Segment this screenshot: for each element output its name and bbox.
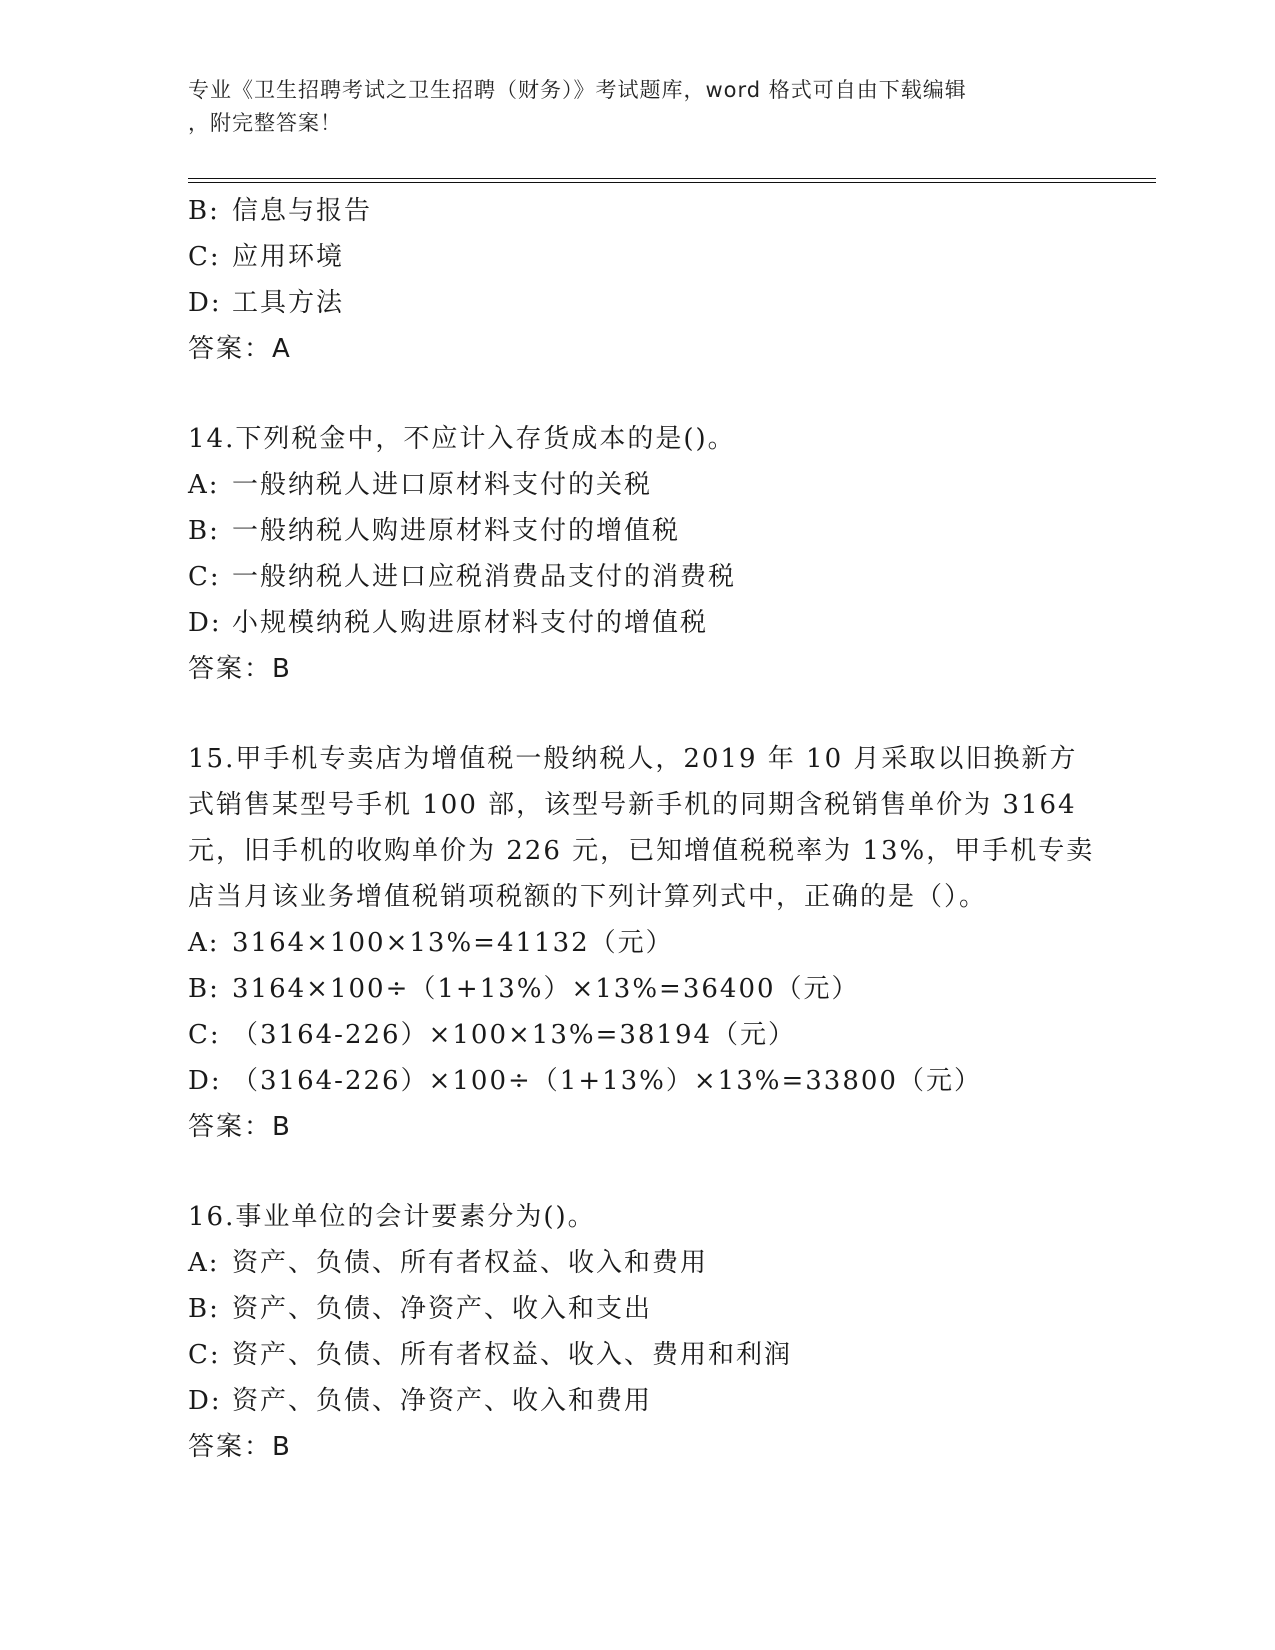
question-stem-line-1: 15.甲手机专卖店为增值税一般纳税人，2019 年 10 月采取以旧换新方 [188,744,1078,774]
option-letter: B: [188,516,220,546]
answer-line: 答案：A [188,334,292,364]
question-stem: 16.事业单位的会计要素分为()。 [188,1202,596,1232]
option-letter: B: [188,1294,220,1324]
option-a [188,920,1088,966]
option-text: 一般纳税人购进原材料支付的增值税 [232,516,681,546]
option-b [188,966,1088,1012]
question-15 [188,736,1095,1150]
option-letter: A: [188,1248,220,1278]
question-stem: 14.下列税金中，不应计入存货成本的是()。 [188,424,736,454]
question-stem-line-4: 店当月该业务增值税销项税额的下列计算列式中，正确的是（）。 [188,882,988,912]
header-line-2: ，附完整答案！ [188,111,342,135]
option-letter: D: [188,1386,222,1416]
header-line-1: 专业《卫生招聘考试之卫生招聘（财务）》考试题库，word 格式可自由下载编辑 [188,78,967,102]
option-b [188,1286,1088,1332]
option-text: 3164×100×13%=41132（元） [232,928,674,958]
option-letter: D: [188,1066,222,1096]
option-d [188,1378,1088,1424]
option-letter: B: [188,974,220,1004]
question-13 [188,188,1088,372]
option-letter: C: [188,1020,221,1050]
question-14 [188,416,1088,692]
option-text: 一般纳税人进口原材料支付的关税 [232,470,653,500]
option-a [188,1240,1088,1286]
option-letter: D: [188,608,222,638]
answer-line: 答案：B [188,1432,292,1462]
option-d [188,600,1088,646]
option-text: 信息与报告 [232,196,373,226]
option-letter: C: [188,242,221,272]
header-divider [188,178,1156,183]
option-letter: C: [188,1340,221,1370]
option-text: （3164-226）×100×13%=38194（元） [232,1020,797,1050]
spacer [188,692,1088,736]
document-header [188,74,1088,140]
option-text: 资产、负债、净资产、收入和支出 [232,1294,653,1324]
option-letter: A: [188,928,220,958]
option-d [188,280,1088,326]
option-text: 资产、负债、所有者权益、收入和费用 [232,1248,709,1278]
option-a [188,462,1088,508]
option-b [188,508,1088,554]
question-stem-line-3: 元，旧手机的收购单价为 226 元，已知增值税税率为 13%，甲手机专卖 [188,836,1095,866]
spacer [188,1150,1088,1194]
option-letter: D: [188,288,222,318]
option-b [188,188,1088,234]
option-c [188,1332,1088,1378]
option-c [188,554,1088,600]
option-c [188,1012,1088,1058]
answer-line: 答案：B [188,1112,292,1142]
option-d [188,1058,1088,1104]
option-letter: B: [188,196,220,226]
option-text: 3164×100÷（1+13%）×13%=36400（元） [232,974,860,1004]
option-text: （3164-226）×100÷（1+13%）×13%=33800（元） [232,1066,982,1096]
question-content [188,188,1095,1470]
option-text: 资产、负债、所有者权益、收入、费用和利润 [232,1340,793,1370]
option-text: 工具方法 [232,288,345,318]
option-text: 资产、负债、净资产、收入和费用 [232,1386,653,1416]
option-c [188,234,1088,280]
option-letter: A: [188,470,220,500]
answer-line: 答案：B [188,654,292,684]
option-text: 小规模纳税人购进原材料支付的增值税 [232,608,709,638]
option-text: 一般纳税人进口应税消费品支付的消费税 [232,562,737,592]
option-letter: C: [188,562,221,592]
question-16 [188,1194,1088,1470]
option-text: 应用环境 [232,242,345,272]
question-stem-line-2: 式销售某型号手机 100 部，该型号新手机的同期含税销售单价为 3164 [188,790,1077,820]
spacer [188,372,1088,416]
